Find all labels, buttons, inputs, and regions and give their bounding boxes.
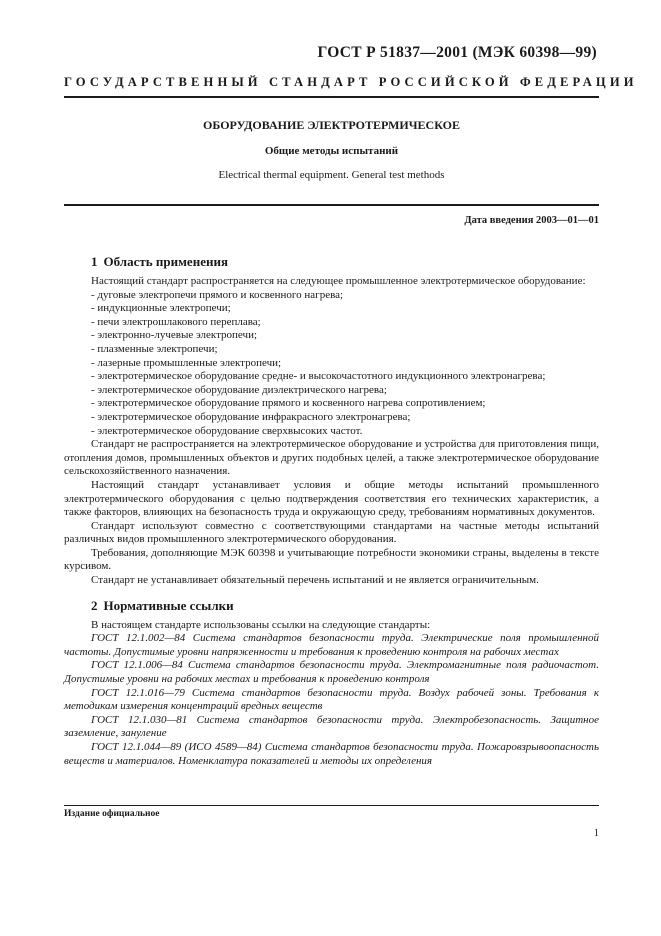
list-item: - плазменные электропечи; [91,342,218,355]
list-item: - электротермическое оборудование сверхвысоких частот. [91,424,363,437]
section-number: 2 [91,597,98,613]
paragraph: Настоящий стандарт устанавливает условия и общие методы испытаний промышленного электротермического оборудования с целью подтверждения соответствия его технических характеристик, а также факторов, влияющих на безопасность труда и окружающую среду, требованиям нормативных документов. [64,478,599,519]
list-item: - дуговые электропечи прямого и косвенного нагрева; [91,288,344,301]
reference-item: ГОСТ 12.1.030—81 Система стандартов безопасности труда. Электробезопасность. Защитное заземление, зануление [64,713,599,740]
document-id: ГОСТ Р 51837—2001 (МЭК 60398—99) [317,44,597,61]
edition-note: Издание официальное [64,809,160,819]
introduction-date: Дата введения 2003—01—01 [464,215,599,226]
paragraph: Стандарт не распространяется на электротермическое оборудование и устройства для приготовления пищи, отопления домов, промышленных объектов и других подобных целей, а также электротермическое оборудование сельскохозяйственного назначения. [64,438,599,478]
reference-item: ГОСТ 12.1.016—79 Система стандартов безопасности труда. Воздух рабочей зоны. Требования к методикам измерения концентраций вредных веществ [64,686,599,713]
list-item: - лазерные промышленные электропечи; [91,356,282,369]
section-title: Нормативные ссылки [103,597,234,613]
page-number: 1 [593,828,599,839]
equipment-list [91,289,599,439]
list-item: - электротермическое оборудование прямого и косвенного нагрева сопротивлением; [91,397,486,410]
section-1-heading [91,254,599,269]
list-item: - электротермическое оборудование диэлектрического нагрева; [91,383,387,396]
section-1-intro: Настоящий стандарт распространяется на следующее промышленное электротермическое оборудование: [91,275,586,287]
footer-rule [64,805,599,806]
document-subtitle: Общие методы испытаний [264,145,399,157]
middle-rule [64,204,599,206]
list-item: - электронно-лучевые электропечи; [91,329,258,342]
reference-item: ГОСТ 12.1.044—89 (ИСО 4589—84) Система стандартов безопасности труда. Пожаровзрывоопасность веществ и материалов. Номенклатура показателей и методы их определения [64,741,599,767]
section-title: Область применения [103,254,228,269]
list-item: - электротермическое оборудование средне- и высокочастотного индукционного электронагрева; [91,370,546,383]
top-rule [64,96,599,98]
document-title: ОБОРУДОВАНИЕ ЭЛЕКТРОТЕРМИЧЕСКОЕ [203,118,460,132]
list-item: - электротермическое оборудование инфракрасного электронагрева; [91,410,411,423]
paragraph: Стандарт не устанавливает обязательный перечень испытаний и не является ограничительным. [91,574,539,587]
paragraph: Стандарт используют совместно с соответствующими стандартами на частные методы испытаний различных видов промышленного электротермического оборудования. [64,519,599,546]
document-body [64,254,599,768]
document-title-english: Electrical thermal equipment. General test methods [218,169,445,181]
section-2-heading [91,598,599,613]
reference-item: ГОСТ 12.1.002—84 Система стандартов безопасности труда. Электрические поля промышленной частоты. Допустимые уровни напряженности и требования к проведению контроля на рабочих местах [64,632,599,658]
paragraph: Требования, дополняющие МЭК 60398 и учитывающие потребности экономики страны, выделены в тексте курсивом. [64,546,599,573]
state-standard-banner: ГОСУДАРСТВЕННЫЙ СТАНДАРТ РОССИЙСКОЙ ФЕДЕРАЦИИ [64,75,638,89]
section-2-intro: В настоящем стандарте использованы ссылки на следующие стандарты: [91,618,431,631]
reference-item: ГОСТ 12.1.006—84 Система стандартов безопасности труда. Электромагнитные поля радиочастот. Допустимые уровни на рабочих местах и требования к проведению контроля [64,659,599,686]
list-item: - индукционные электропечи; [91,302,231,315]
section-number: 1 [91,254,98,269]
list-item: - печи электрошлакового переплава; [91,315,261,328]
